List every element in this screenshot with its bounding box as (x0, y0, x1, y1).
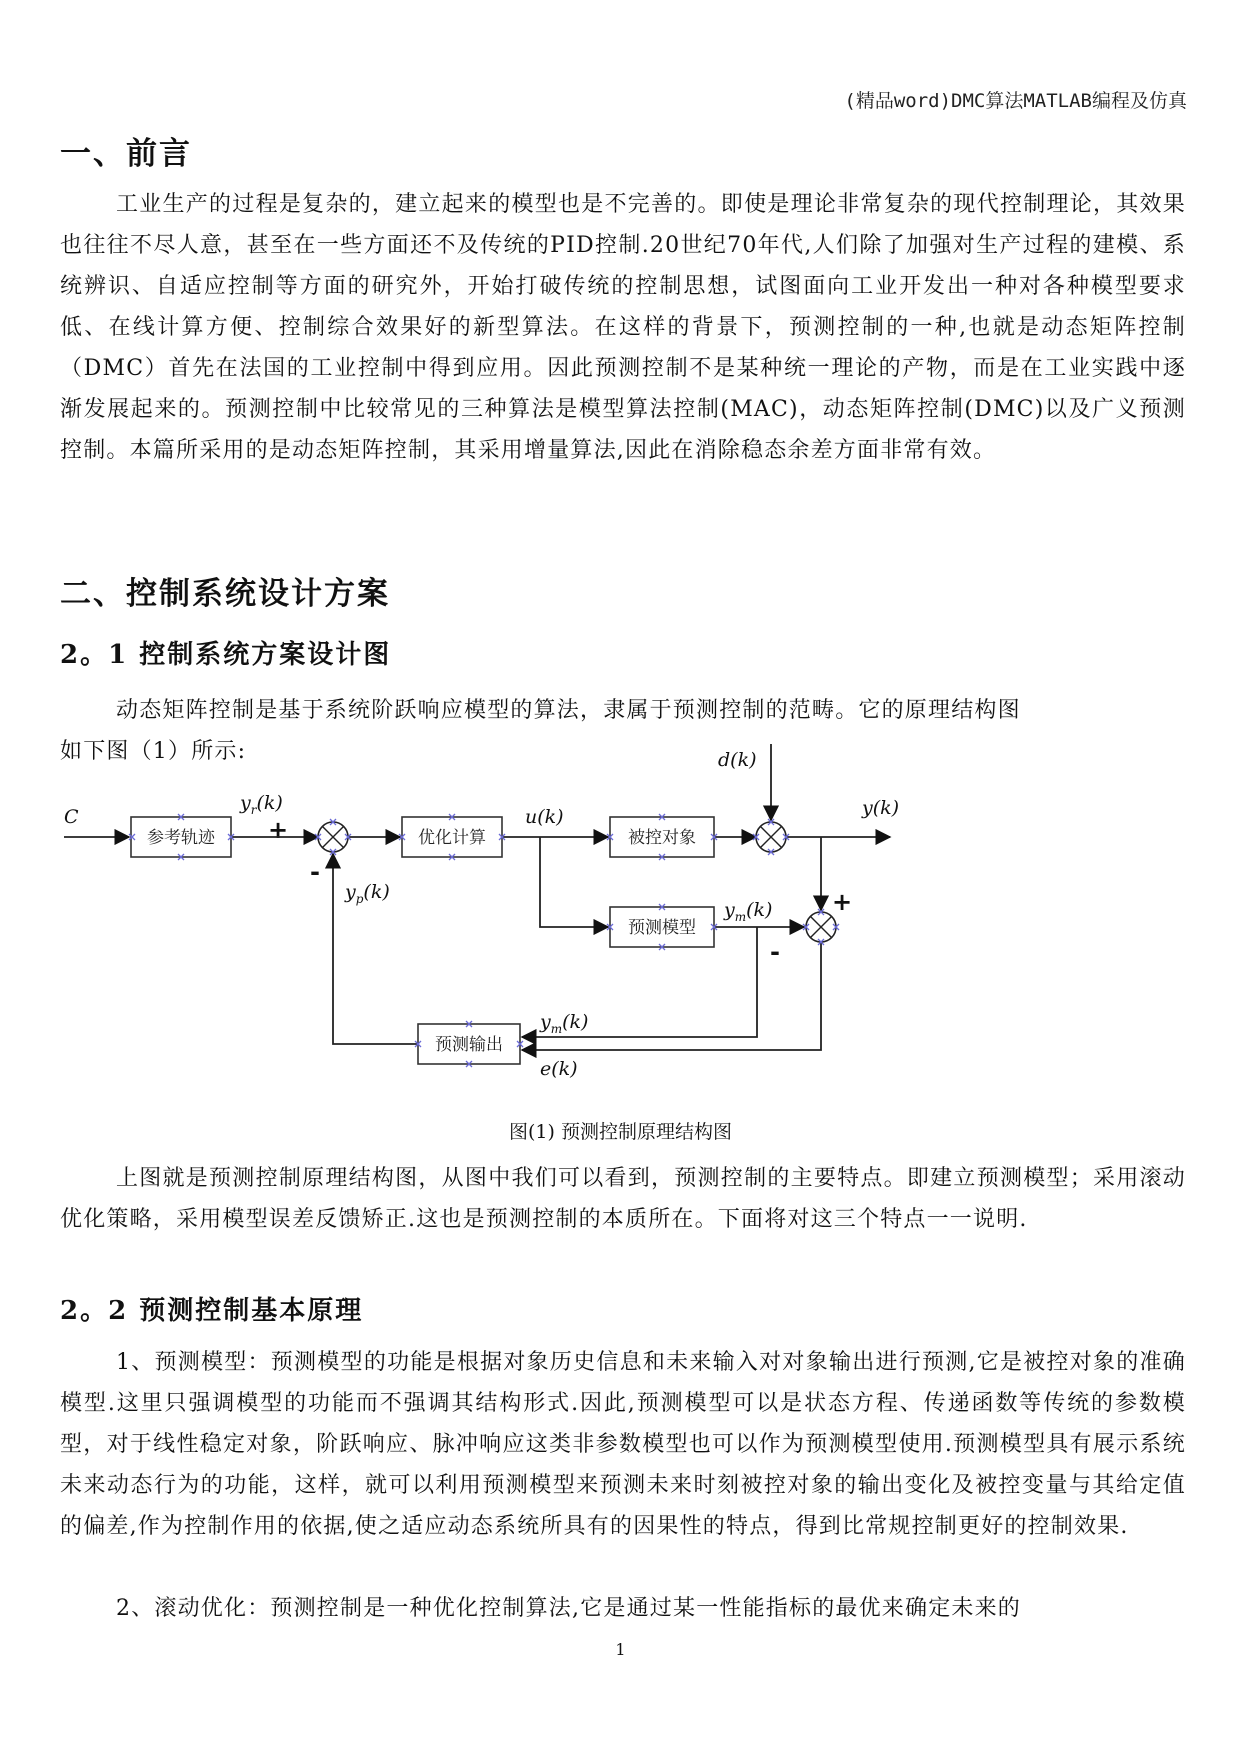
prediction-output-label: 预测输出 (435, 1035, 503, 1055)
section-2-2-paragraph-1: 1、预测模型：预测模型的功能是根据对象历史信息和未来输入对对象输出进行预测,它是被控对象的准确模型.这里只强调模型的功能而不强调其结构形式.因此,预测模型可以是状态方程、传递函数等传统的参数模型，对于线性稳定对象，阶跃响应、脉冲响应这类非参数模型也可以作为预测模型使用.预测模型具有展示系统未来动态行为的功能，这样，就可以利用预测模型来预测未来时刻被控对象的输出变化及被控变量与其给定值的偏差,作为控制作用的依据,使之适应动态系统所具有的因果性的特点，得到比常规控制更好的控制效果. (60, 1350, 1186, 1539)
signal-yp-label: $y_p(k)$ (345, 881, 390, 906)
signal-u-label: u(k) (525, 806, 564, 828)
page-header: (精品word)DMC算法MATLAB编程及仿真 (844, 90, 1187, 112)
plant-label: 被控对象 (628, 828, 696, 848)
section-1-title: 一、前言 (60, 136, 192, 172)
reference-trajectory-label: 参考轨迹 (147, 828, 215, 848)
section-2-2-title: 2。2 预测控制基本原理 (60, 1296, 364, 1326)
sum1-plus-sign: + (268, 816, 289, 844)
page-number: 1 (615, 1640, 626, 1659)
summing-junction-2 (756, 822, 786, 852)
signal-c-label: C (64, 806, 79, 828)
summing-junction-3 (806, 912, 836, 942)
signal-d-label: d(k) (718, 749, 757, 771)
section-2-title: 二、控制系统设计方案 (60, 576, 390, 612)
signal-ym-label-2: $y_m(k)$ (540, 1011, 589, 1036)
signal-e-label: e(k) (540, 1058, 578, 1080)
section-2-1-paragraph: 动态矩阵控制是基于系统阶跃响应模型的算法，隶属于预测控制的范畴。它的原理结构图 (116, 698, 1021, 723)
optimization-label: 优化计算 (418, 828, 486, 848)
section-2-1-title: 2。1 控制系统方案设计图 (60, 640, 392, 670)
section-2-2-paragraph-2: 2、滚动优化：预测控制是一种优化控制算法,它是通过某一性能指标的最优来确定未来的 (116, 1596, 1021, 1621)
figure-caption: 图(1) 预测控制原理结构图 (509, 1121, 732, 1143)
section-2-1-paragraph-2: 上图就是预测控制原理结构图，从图中我们可以看到，预测控制的主要特点。即建立预测模型；采用滚动优化策略，采用模型误差反馈矫正.这也是预测控制的本质所在。下面将对这三个特点一一说明. (60, 1166, 1186, 1232)
sum3-minus-sign: - (770, 938, 780, 966)
signal-ym-label-1: $y_m(k)$ (724, 899, 773, 924)
sum1-minus-sign: - (310, 858, 320, 886)
section-2-1-paragraph-cont: 如下图（1）所示: (60, 739, 247, 764)
section-1-paragraph: 工业生产的过程是复杂的，建立起来的模型也是不完善的。即使是理论非常复杂的现代控制理论，其效果也往往不尽人意，甚至在一些方面还不及传统的PID控制.20世纪70年代,人们除了加强对生产过程的建模、系统辨识、自适应控制等方面的研究外，开始打破传统的控制思想，试图面向工业开发出一种对各种模型要求低、在线计算方便、控制综合效果好的新型算法。在这样的背景下，预测控制的一种,也就是动态矩阵控制（DMC）首先在法国的工业控制中得到应用。因此预测控制不是某种统一理论的产物，而是在工业实践中逐渐发展起来的。预测控制中比较常见的三种算法是模型算法控制(MAC)，动态矩阵控制(DMC)以及广义预测控制。本篇所采用的是动态矩阵控制，其采用增量算法,因此在消除稳态余差方面非常有效。 (60, 192, 1186, 463)
summing-junction-1 (318, 822, 348, 852)
signal-yr-label: $y_r(k)$ (240, 792, 283, 817)
signal-y-label: y(k) (862, 797, 900, 819)
prediction-model-label: 预测模型 (628, 918, 696, 938)
arrow-u-to-model (540, 837, 608, 927)
sum3-plus-sign: + (832, 888, 853, 916)
